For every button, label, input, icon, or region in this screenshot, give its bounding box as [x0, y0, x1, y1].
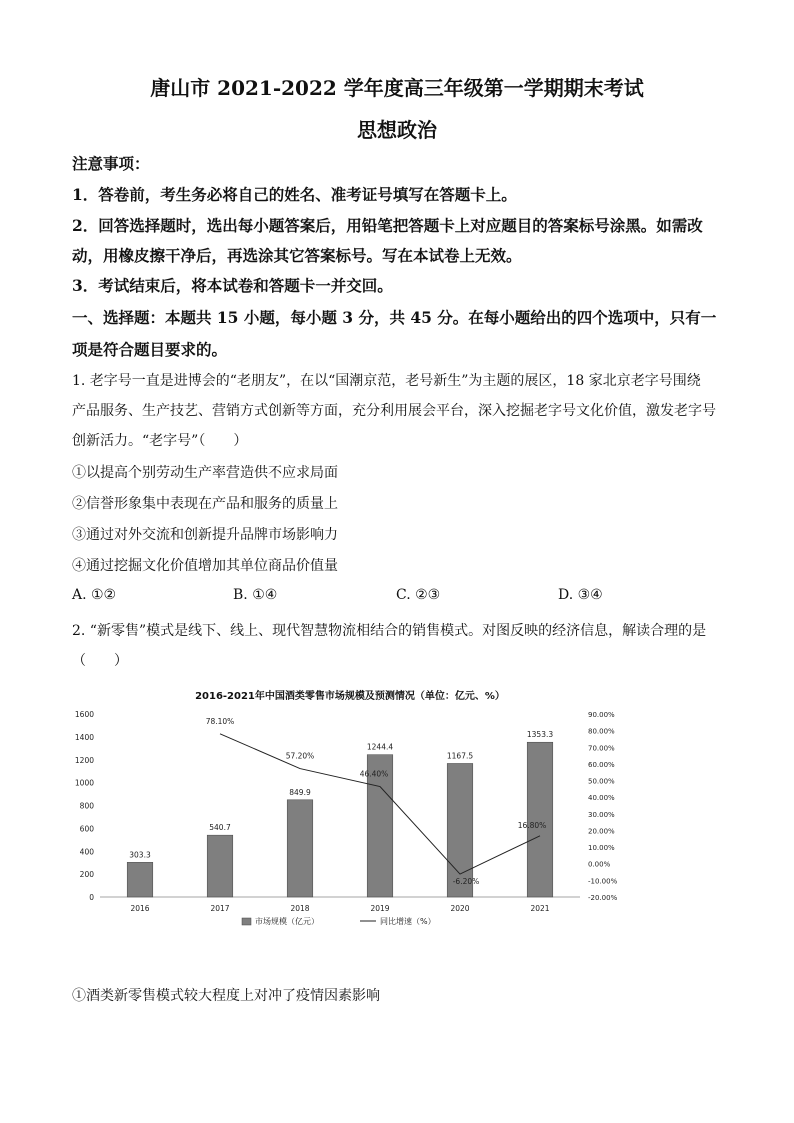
bar-value-label: 540.7 [209, 823, 231, 833]
growth-rate-label: 57.20% [285, 751, 315, 761]
right-axis-tick-label: -20.00% [588, 894, 618, 902]
bar-value-label: 849.9 [289, 787, 311, 797]
bar-value-label: 1167.5 [446, 751, 474, 761]
q1-statement-2: ②信誉形象集中表现在产品和服务的质量上 [72, 496, 338, 512]
notes-heading: 注意事项： [72, 154, 150, 173]
right-axis-tick-label: -10.00% [588, 877, 618, 886]
notes-item-2-line-1: 2．回答选择题时，选出每小题答案后，用铅笔把答题卡上对应题目的答案标号涂黑。如需改 [72, 216, 703, 235]
q1-option-b[interactable]: B. ①④ [233, 587, 278, 603]
bar-value-label: 303.3 [129, 850, 151, 860]
left-axis-tick-label: 600 [79, 824, 94, 834]
left-axis-tick-label: 800 [79, 801, 94, 811]
left-axis-tick-label: 400 [79, 847, 94, 857]
right-axis-tick-label: 60.00% [588, 760, 615, 769]
growth-rate-label: 46.40% [359, 769, 389, 779]
right-axis-tick-label: 80.00% [588, 727, 615, 736]
bar-value-label: 1244.4 [366, 742, 394, 752]
exam-subject: 思想政治 [357, 118, 437, 142]
legend-line-label: 同比增速（%） [380, 917, 436, 926]
q1-stem-line-1: 1. 老字号一直是进博会的“老朋友”，在以“国潮京范，老号新生”为主题的展区，18 家北京老字号围绕 [72, 373, 701, 389]
bar-2021 [527, 742, 553, 897]
bar-2016 [127, 862, 153, 897]
q1-option-d[interactable]: D. ③④ [558, 587, 603, 603]
growth-rate-label: -6.20% [452, 877, 480, 887]
x-tick-label: 2021 [530, 904, 550, 913]
x-tick-label: 2018 [290, 904, 310, 913]
legend-bar-label: 市场规模（亿元） [255, 917, 319, 926]
q1-stem-line-2: 产品服务、生产技艺、营销方式创新等方面，充分利用展会平台，深入挖掘老字号文化价值，激发老字号 [72, 403, 716, 419]
left-axis-tick-label: 1000 [74, 778, 94, 788]
notes-item-2-line-2: 动，用橡皮擦干净后，再选涂其它答案标号。写在本试卷上无效。 [72, 246, 522, 265]
q1-statement-4: ④通过挖掘文化价值增加其单位商品价值量 [72, 558, 338, 574]
notes-item-3: 3．考试结束后，将本试卷和答题卡一并交回。 [72, 276, 393, 295]
q1-statement-1: ①以提高个别劳动生产率营造供不应求局面 [72, 465, 338, 481]
right-axis-tick-label: 10.00% [588, 844, 615, 853]
q2-stem-line-1: 2. “新零售”模式是线下、线上、现代智慧物流相结合的销售模式。对图反映的经济信息，解读合理的是 [72, 623, 707, 639]
legend-bar-swatch [242, 918, 251, 925]
right-axis-tick-label: 30.00% [588, 810, 615, 819]
q1-statement-3: ③通过对外交流和创新提升品牌市场影响力 [72, 527, 338, 543]
section-heading-line-1: 一、选择题：本题共 15 小题，每小题 3 分，共 45 分。在每小题给出的四个选项中，只有一 [72, 308, 717, 327]
bar-value-label: 1353.3 [526, 730, 554, 740]
left-axis-tick-label: 1400 [74, 732, 94, 742]
right-axis-tick-label: 50.00% [588, 777, 615, 786]
bar-2017 [207, 835, 233, 897]
q1-stem-line-3: 创新活力。“老字号”（ ） [72, 433, 248, 449]
bar-2018 [287, 800, 313, 897]
left-axis-tick-label: 200 [79, 870, 94, 880]
right-axis-tick-label: 40.00% [588, 794, 615, 803]
growth-rate-label: 16.80% [517, 820, 547, 830]
right-axis-tick-label: 90.00% [588, 711, 615, 719]
x-tick-label: 2016 [130, 904, 150, 913]
left-axis-tick-label: 1600 [74, 710, 94, 719]
right-axis-tick-label: 20.00% [588, 827, 615, 836]
left-axis-tick-label: 0 [89, 893, 94, 902]
notes-item-1: 1．答卷前，考生务必将自己的姓名、准考证号填写在答题卡上。 [72, 185, 517, 204]
exam-title: 唐山市 2021-2022 学年度高三年级第一学期期末考试 [150, 76, 644, 100]
q1-option-c[interactable]: C. ②③ [396, 587, 441, 603]
q2-statement-1: ①酒类新零售模式较大程度上对冲了疫情因素影响 [72, 988, 380, 1004]
growth-rate-label: 78.10% [205, 716, 235, 726]
x-tick-label: 2017 [210, 904, 230, 913]
q1-option-a[interactable]: A. ①② [72, 587, 117, 603]
right-axis-tick-label: 0.00% [588, 860, 611, 869]
x-tick-label: 2020 [450, 904, 470, 913]
x-tick-label: 2019 [370, 904, 390, 913]
chart-title: 2016-2021年中国酒类零售市场规模及预测情况（单位：亿元、%） [195, 691, 505, 702]
q2-stem-line-2: （ ） [72, 653, 128, 669]
left-axis-tick-label: 1200 [74, 755, 94, 765]
market-size-chart [60, 683, 640, 938]
section-heading-line-2: 项是符合题目要求的。 [72, 340, 228, 359]
right-axis-tick-label: 70.00% [588, 744, 615, 753]
